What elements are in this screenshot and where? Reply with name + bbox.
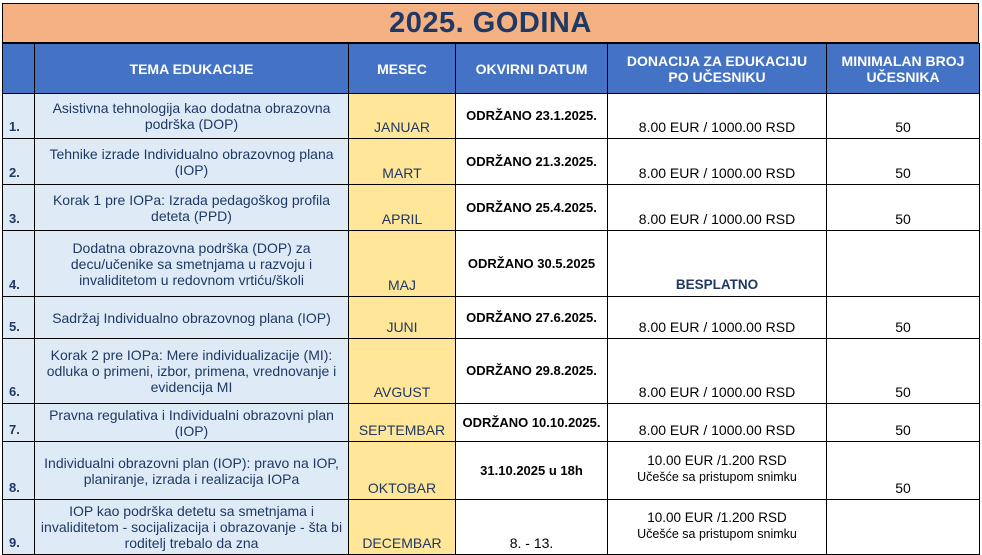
row-number: 7. bbox=[3, 404, 35, 442]
row-donation-amount: 10.00 EUR /1.200 RSD bbox=[647, 509, 787, 525]
row-date: ODRŽANO 25.4.2025. bbox=[456, 185, 608, 231]
row-month: AVGUST bbox=[349, 339, 456, 404]
education-table bbox=[2, 43, 980, 555]
row-number: 4. bbox=[3, 231, 35, 297]
row-date: ODRŽANO 23.1.2025. bbox=[456, 94, 608, 139]
row-donation-amount: 8.00 EUR / 1000.00 RSD bbox=[638, 119, 796, 135]
row-date: ODRŽANO 10.10.2025. bbox=[456, 404, 608, 442]
table-row bbox=[3, 404, 980, 442]
row-min-participants: 50 bbox=[827, 139, 980, 185]
row-topic: Pravna regulativa i Individualni obrazovni plan (IOP) bbox=[35, 404, 349, 442]
row-topic: Sadržaj Individualno obrazovnog plana (IOP) bbox=[35, 297, 349, 339]
row-topic: Individualni obrazovni plan (IOP): pravo na IOP, planiranje, izrada i realizacija IOPa bbox=[35, 442, 349, 500]
row-number: 5. bbox=[3, 297, 35, 339]
row-min-participants bbox=[827, 500, 980, 555]
row-min-participants: 50 bbox=[827, 404, 980, 442]
row-donation bbox=[608, 185, 827, 231]
row-topic: Dodatna obrazovna podrška (DOP) za decu/učenike sa smetnjama u razvoju i invaliditetom u redovnom vrtiću/školi bbox=[35, 231, 349, 297]
row-donation-amount: 8.00 EUR / 1000.00 RSD bbox=[638, 165, 796, 181]
header-min bbox=[827, 44, 980, 94]
header-donation-line1: DONACIJA ZA EDUKACIJU bbox=[626, 52, 808, 69]
table-row bbox=[3, 185, 980, 231]
row-donation bbox=[608, 404, 827, 442]
row-month: APRIL bbox=[349, 185, 456, 231]
row-donation bbox=[608, 139, 827, 185]
row-number: 8. bbox=[3, 442, 35, 500]
row-donation-amount: BESPLATNO bbox=[675, 277, 759, 292]
row-donation-amount: 8.00 EUR / 1000.00 RSD bbox=[638, 319, 796, 335]
header-date: OKVIRNI DATUM bbox=[456, 44, 608, 94]
header-num bbox=[3, 44, 35, 94]
row-donation-note: Učešće sa pristupom snimku bbox=[637, 526, 797, 541]
row-month: JUNI bbox=[349, 297, 456, 339]
row-number: 3. bbox=[3, 185, 35, 231]
header-min-line2: UČESNIKA bbox=[866, 68, 940, 85]
row-min-participants: 50 bbox=[827, 442, 980, 500]
row-date: 31.10.2025 u 18h bbox=[456, 442, 608, 500]
row-number: 6. bbox=[3, 339, 35, 404]
row-donation bbox=[608, 500, 827, 555]
table-row bbox=[3, 94, 980, 139]
table-row bbox=[3, 231, 980, 297]
header-month: MESEC bbox=[349, 44, 456, 94]
row-number: 1. bbox=[3, 94, 35, 139]
header-donation-line2: PO UČESNIKU bbox=[668, 68, 766, 85]
row-donation-amount: 8.00 EUR / 1000.00 RSD bbox=[638, 384, 796, 400]
table-row bbox=[3, 500, 980, 555]
header-min-line1: MINIMALAN BROJ bbox=[841, 52, 965, 69]
row-donation bbox=[608, 297, 827, 339]
row-month: MAJ bbox=[349, 231, 456, 297]
row-month: DECEMBAR bbox=[349, 500, 456, 555]
header-donation bbox=[608, 44, 827, 94]
row-date: ODRŽANO 30.5.2025 bbox=[456, 231, 608, 297]
row-donation bbox=[608, 231, 827, 297]
header-topic: TEMA EDUKACIJE bbox=[35, 44, 349, 94]
row-min-participants bbox=[827, 231, 980, 297]
row-donation bbox=[608, 94, 827, 139]
table-row bbox=[3, 297, 980, 339]
row-topic: Korak 1 pre IOPa: Izrada pedagoškog profila deteta (PPD) bbox=[35, 185, 349, 231]
row-number: 9. bbox=[3, 500, 35, 555]
row-donation bbox=[608, 442, 827, 500]
row-topic: Asistivna tehnologija kao dodatna obrazovna podrška (DOP) bbox=[35, 94, 349, 139]
row-min-participants: 50 bbox=[827, 297, 980, 339]
row-topic: Tehnike izrade Individualno obrazovnog plana (IOP) bbox=[35, 139, 349, 185]
row-month: MART bbox=[349, 139, 456, 185]
row-donation-note: Učešće sa pristupom snimku bbox=[637, 470, 797, 484]
row-donation-amount: 8.00 EUR / 1000.00 RSD bbox=[638, 422, 796, 438]
row-min-participants: 50 bbox=[827, 94, 980, 139]
row-month: OKTOBAR bbox=[349, 442, 456, 500]
row-min-participants: 50 bbox=[827, 339, 980, 404]
header-row bbox=[3, 44, 980, 94]
table-row bbox=[3, 339, 980, 404]
page-title: 2025. GODINA bbox=[2, 3, 979, 43]
row-month: SEPTEMBAR bbox=[349, 404, 456, 442]
row-topic: IOP kao podrška detetu sa smetnjama i invaliditetom - socijalizacija i obrazovanje - šta bi roditelj trebalo da zna bbox=[35, 500, 349, 555]
table-row bbox=[3, 139, 980, 185]
row-date: ODRŽANO 29.8.2025. bbox=[456, 339, 608, 404]
row-donation-amount: 10.00 EUR /1.200 RSD bbox=[647, 453, 787, 468]
row-month: JANUAR bbox=[349, 94, 456, 139]
table-row bbox=[3, 442, 980, 500]
row-date: ODRŽANO 21.3.2025. bbox=[456, 139, 608, 185]
row-topic: Korak 2 pre IOPa: Mere individualizacije (MI): odluka o primeni, izbor, primena, vrednovanje i evidencija MI bbox=[35, 339, 349, 404]
row-date: 8. - 13. bbox=[456, 500, 608, 555]
row-number: 2. bbox=[3, 139, 35, 185]
row-date: ODRŽANO 27.6.2025. bbox=[456, 297, 608, 339]
row-min-participants: 50 bbox=[827, 185, 980, 231]
row-donation-amount: 8.00 EUR / 1000.00 RSD bbox=[638, 211, 796, 227]
row-donation bbox=[608, 339, 827, 404]
